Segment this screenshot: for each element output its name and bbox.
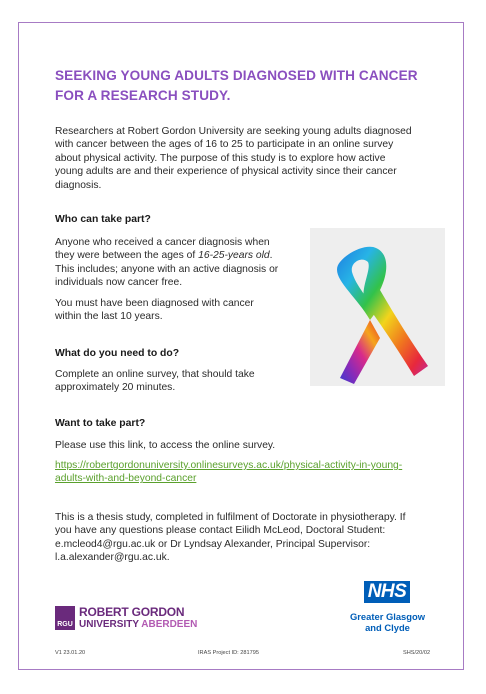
intro-line: with cancer between the ages of 16 to 25 to participate in an online survey	[55, 139, 394, 151]
title-line-2: FOR A RESEARCH STUDY.	[55, 88, 231, 103]
who-line: This includes; anyone with an active diagnosis or	[55, 263, 279, 275]
thesis-paragraph	[55, 511, 455, 565]
nhs-greater-glasgow-logo	[340, 578, 450, 640]
ribbon-loop	[337, 247, 428, 376]
who-line-text: .	[269, 250, 273, 262]
diagnosis-window-paragraph	[55, 297, 305, 324]
thesis-line: you have any questions please contact Eilidh McLeod, Doctoral Student:	[55, 525, 386, 537]
who-line: individuals now cancer free.	[55, 277, 183, 289]
nhs-box: NHS	[364, 581, 410, 603]
rgu-logo-university: UNIVERSITY	[79, 619, 142, 630]
thesis-line: This is a thesis study, completed in fulfilment of Doctorate in physiotherapy. If	[55, 512, 406, 523]
rgu-mark-icon: RGU	[55, 606, 75, 630]
intro-line: about physical activity. The purpose of this study is to explore how active	[55, 152, 386, 164]
ribbon-graphic	[310, 228, 445, 386]
ribbon-left-tail	[340, 320, 380, 384]
page-title	[55, 66, 435, 106]
rainbow-awareness-ribbon-icon	[310, 228, 445, 386]
thesis-line: l.a.alexander@rgu.ac.uk.	[55, 552, 170, 564]
who-line: You must have been diagnosed with cancer	[55, 298, 254, 309]
rgu-logo-line-1: ROBERT GORDON	[79, 605, 185, 619]
todo-paragraph	[55, 368, 305, 395]
robert-gordon-university-logo	[55, 604, 198, 634]
footer-iras-id: IRAS Project ID: 281795	[198, 650, 259, 656]
todo-line: approximately 20 minutes.	[55, 382, 176, 394]
rgu-logo-line-2	[79, 619, 197, 630]
want-instruction: Please use this link, to access the online survey.	[55, 440, 276, 451]
intro-line: young adults are and their experience of physical activity since their cancer	[55, 166, 397, 178]
who-paragraph	[55, 236, 305, 290]
want-heading: Want to take part?	[55, 418, 146, 429]
survey-link-line[interactable]: https://robertgordonuniversity.onlinesurveys.ac.uk/physical-activity-in-young-	[55, 460, 403, 471]
nhs-logo-line-1: Greater Glasgow	[349, 611, 426, 622]
title-line-1: SEEKING YOUNG ADULTS DIAGNOSED WITH CANCER	[55, 68, 418, 83]
who-heading: Who can take part?	[55, 214, 151, 225]
who-line	[55, 249, 305, 262]
intro-line: diagnosis.	[55, 179, 102, 191]
thesis-line: e.mcleod4@rgu.ac.uk or Dr Lyndsay Alexander, Principal Supervisor:	[55, 538, 371, 550]
intro-paragraph	[55, 125, 445, 192]
who-line: Anyone who received a cancer diagnosis when	[55, 237, 270, 248]
age-range: 16-25-years old	[198, 250, 270, 262]
who-line: within the last 10 years.	[55, 311, 163, 323]
rgu-logo-aberdeen: ABERDEEN	[141, 619, 198, 630]
todo-heading: What do you need to do?	[55, 348, 180, 359]
intro-line: Researchers at Robert Gordon University are seeking young adults diagnosed	[55, 126, 412, 137]
footer-reference: SHS/20/02	[403, 650, 431, 656]
survey-link[interactable]	[55, 459, 455, 486]
nhs-logo-line-2: and Clyde	[365, 622, 410, 633]
footer-version: V1 23.01.20	[55, 650, 86, 656]
who-line-text: they were between the ages of	[55, 250, 199, 262]
survey-link-line[interactable]: adults-with-and-beyond-cancer	[55, 473, 197, 485]
todo-line: Complete an online survey, that should take	[55, 369, 255, 380]
